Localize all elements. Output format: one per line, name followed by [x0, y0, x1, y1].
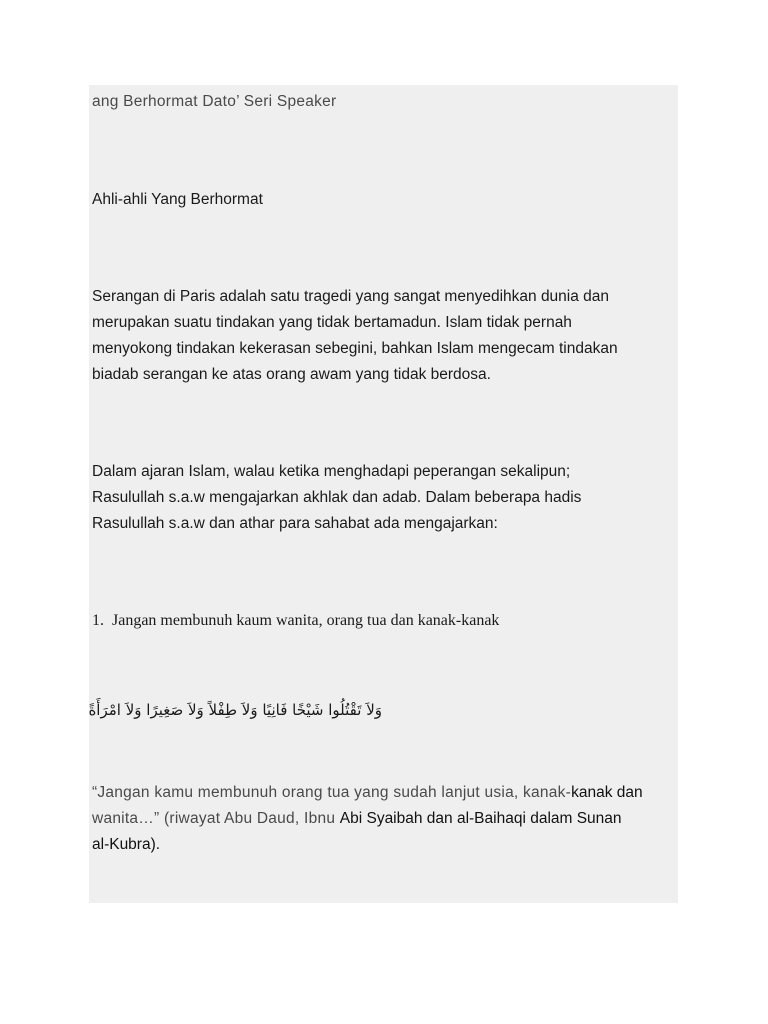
translation-text-light: wanita…” (riwayat Abu Daud, Ibnu [92, 810, 340, 827]
translation-text-light: “Jangan kamu membunuh orang tua yang sudah lanjut usia, kanak- [92, 784, 572, 801]
paragraph-line: merupakan suatu tindakan yang tidak bertamadun. Islam tidak pernah [92, 314, 572, 331]
list-number: 1. [92, 612, 104, 629]
translation-line [92, 780, 643, 806]
salutation-members: Ahli-ahli Yang Berhormat [92, 191, 263, 208]
document-page [89, 85, 678, 903]
list-item [92, 608, 499, 634]
translation-text-dark: al-Kubra). [92, 836, 161, 853]
list-text: Jangan membunuh kaum wanita, orang tua dan kanak-kanak [112, 612, 500, 629]
paragraph-line: Serangan di Paris adalah satu tragedi yang sangat menyedihkan dunia dan [92, 288, 610, 305]
salutation-speaker: ang Berhormat Dato’ Seri Speaker [92, 93, 337, 110]
paragraph-line: Rasulullah s.a.w dan athar para sahabat ada mengajarkan: [92, 515, 498, 532]
paragraph-line: Rasulullah s.a.w mengajarkan akhlak dan adab. Dalam beberapa hadis [92, 489, 582, 506]
paragraph-line: biadab serangan ke atas orang awam yang tidak berdosa. [92, 366, 491, 383]
arabic-hadith-quote: وَلاَ تَقْتُلُوا شَيْخًا فَانِيًا وَلاَ طِفْلاً وَلاَ صَغِيرًا وَلاَ امْرَأَةً [88, 701, 382, 719]
translation-line [92, 832, 160, 858]
translation-line [92, 806, 622, 832]
translation-text-dark: kanak dan [571, 784, 643, 801]
translation-text-dark: Abi Syaibah dan al-Baihaqi dalam Sunan [339, 810, 622, 827]
paragraph-line: menyokong tindakan kekerasan sebegini, bahkan Islam mengecam tindakan [92, 340, 618, 357]
paragraph-line: Dalam ajaran Islam, walau ketika menghadapi peperangan sekalipun; [92, 463, 571, 480]
